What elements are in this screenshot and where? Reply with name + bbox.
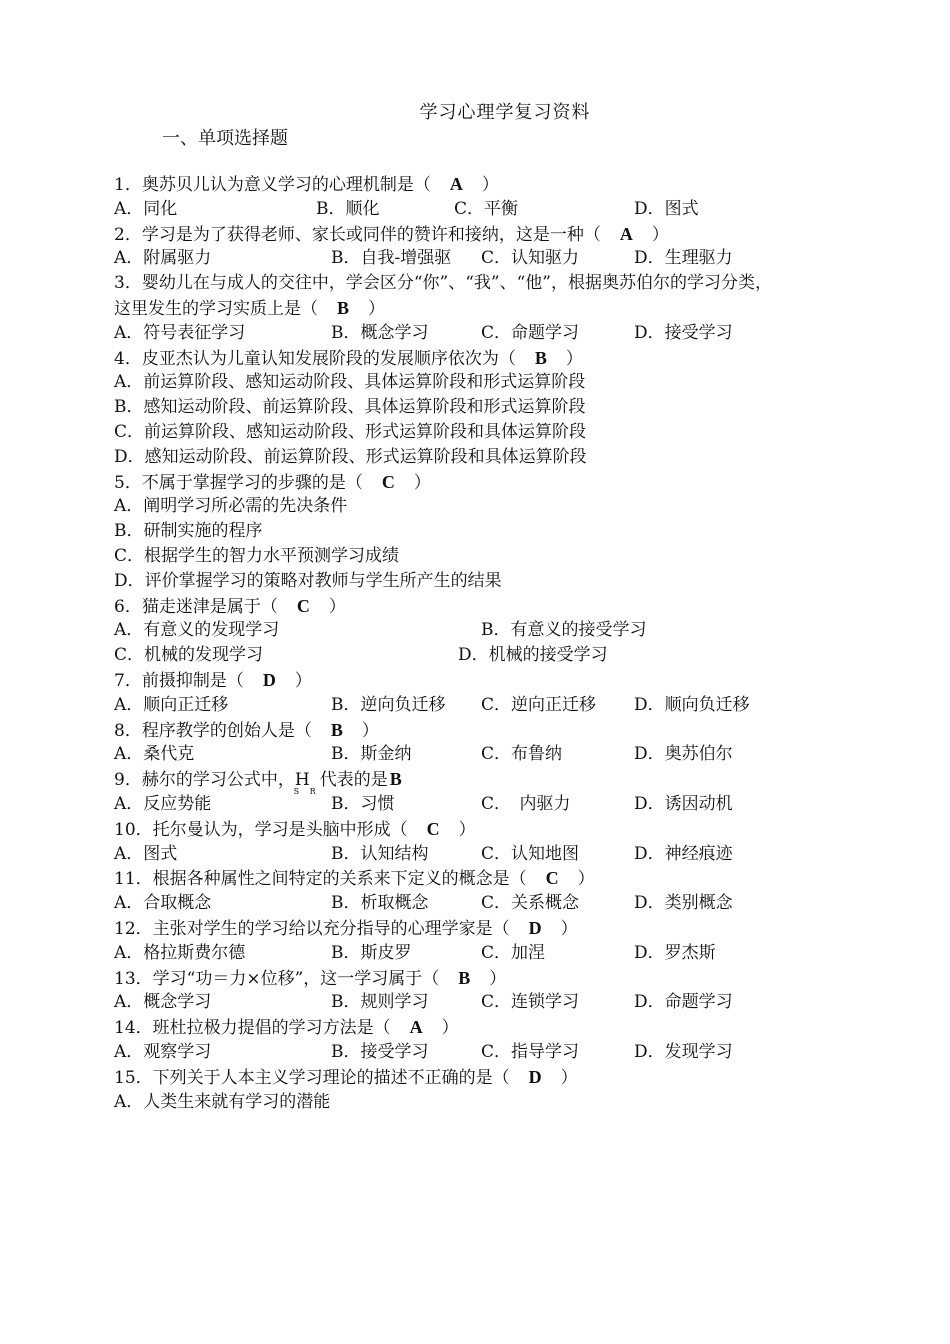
spacer	[527, 869, 544, 889]
spacer	[431, 175, 448, 195]
options-row	[114, 990, 934, 1015]
options-row	[114, 1040, 934, 1065]
section-heading: 一、单项选择题	[162, 128, 288, 149]
option: C．连锁学习	[481, 992, 580, 1013]
bracket-close: ）	[458, 819, 476, 840]
option: B．斯皮罗	[331, 942, 412, 963]
document-title: 学习心理学复习资料	[419, 102, 591, 123]
option: D．罗杰斯	[634, 942, 716, 963]
bracket-close: ）	[441, 1018, 459, 1039]
answer-key: A	[619, 223, 633, 244]
formula-symbol: H	[294, 770, 310, 791]
option: B．认知结构	[331, 843, 429, 864]
spacer	[408, 820, 425, 840]
option: A．附属驱力	[114, 248, 212, 269]
spacer	[391, 1018, 408, 1038]
option: B．有意义的接受学习	[481, 620, 647, 641]
bracket-close: ）	[560, 1067, 578, 1088]
spacer	[363, 473, 380, 493]
answer-key: D	[262, 670, 276, 690]
question-text: 15．下列关于人本主义学习理论的描述不正确的是（	[114, 1067, 510, 1088]
options-row	[114, 742, 934, 767]
question-text: 8．程序教学的创始人是（	[114, 720, 312, 741]
question-text: 12．主张对学生的学习给以充分指导的心理学家是（	[114, 919, 510, 939]
question-stem	[114, 594, 346, 619]
question-text: 3．婴幼儿在与成人的交往中，学会区分“你”、“我”、“他”，根据奥苏伯尔的学习分类，	[114, 273, 772, 294]
spacer	[345, 721, 362, 741]
question-text: 5．不属于掌握学习的步骤的是（	[114, 472, 363, 493]
question-stem	[114, 916, 578, 941]
option: C．根据学生的智力水平预测学习成绩	[114, 546, 400, 566]
bracket-close: ）	[413, 472, 431, 493]
bracket-close: ）	[294, 671, 312, 691]
option: C．布鲁纳	[481, 744, 563, 765]
option: B．自我-增强驱	[331, 248, 452, 269]
question-text: 1．奥苏贝儿认为意义学习的心理机制是（	[114, 175, 431, 195]
option: C．逆向正迁移	[481, 694, 597, 715]
bracket-close: ）	[489, 968, 507, 989]
option: A．概念学习	[114, 992, 212, 1013]
spacer	[601, 225, 618, 245]
answer-key: C	[296, 595, 310, 616]
question-stem	[114, 966, 506, 991]
option: A．同化	[114, 198, 178, 219]
option: D．神经痕迹	[634, 843, 733, 864]
option: A．反应势能	[114, 794, 212, 814]
question-text: 4．皮亚杰认为儿童认知发展阶段的发展顺序依次为（	[114, 348, 516, 369]
option: A．图式	[114, 843, 178, 864]
option: D．奥苏伯尔	[634, 744, 733, 765]
spacer	[312, 721, 329, 741]
answer-key: C	[381, 471, 395, 492]
options-row	[114, 321, 934, 346]
question-text: 这里发生的学习实质上是（	[114, 299, 318, 319]
question-text: 13．学习“功＝力×位移”，这一学习属于（	[114, 968, 440, 989]
question-text: 2．学习是为了获得老师、家长或同伴的赞许和接纳，这是一种（	[114, 224, 601, 245]
question-stem	[114, 172, 499, 197]
answer-key: B	[458, 967, 471, 988]
option: D．接受学习	[634, 322, 733, 343]
option: D．生理驱力	[634, 248, 733, 269]
spacer	[465, 175, 482, 195]
question-stem	[114, 668, 312, 693]
answer-key: C	[426, 818, 440, 839]
option: A．前运算阶段、感知运动阶段、具体运算阶段和形式运算阶段	[114, 372, 586, 393]
answer-key: B	[330, 719, 343, 740]
option: A．阐明学习所必需的先决条件	[114, 496, 348, 517]
option: C．认知驱力	[481, 248, 580, 269]
bracket-close: ）	[651, 224, 669, 245]
option: D．顺向负迁移	[634, 694, 750, 715]
spacer	[510, 919, 527, 939]
option: B．研制实施的程序	[114, 521, 263, 542]
question-stem	[114, 718, 379, 743]
option: B．逆向负迁移	[331, 694, 446, 715]
answer-key: D	[528, 918, 542, 938]
formula-subscript: S R	[293, 787, 320, 797]
option: A．桑代克	[114, 744, 195, 765]
option: B．概念学习	[331, 322, 429, 343]
spacer	[278, 671, 295, 691]
spacer	[312, 597, 329, 617]
spacer	[472, 969, 489, 989]
question-stem	[114, 346, 583, 371]
spacer	[561, 869, 578, 889]
question-stem	[114, 1015, 459, 1040]
bracket-close: ）	[481, 175, 499, 195]
options-row	[114, 941, 934, 966]
options-row	[114, 792, 934, 817]
option: D．感知运动阶段、前运算阶段、形式运算阶段和具体运算阶段	[114, 446, 587, 467]
answer-key: B	[534, 347, 547, 368]
spacer	[442, 820, 459, 840]
spacer	[544, 1068, 561, 1088]
bracket-close: ）	[361, 720, 379, 741]
option: B．析取概念	[331, 893, 429, 914]
option: A．人类生来就有学习的潜能	[114, 1091, 331, 1112]
options-row	[114, 643, 934, 668]
option: B．顺化	[316, 198, 380, 219]
option: C．指导学习	[481, 1042, 580, 1062]
spacer	[510, 1068, 527, 1088]
spacer	[439, 969, 456, 989]
answer-key: C	[545, 868, 559, 889]
option: D．命题学习	[634, 992, 733, 1013]
option: B．接受学习	[331, 1042, 429, 1062]
answer-key: D	[528, 1066, 542, 1087]
spacer	[635, 225, 652, 245]
option: C．关系概念	[481, 893, 580, 914]
bracket-close: ）	[565, 348, 583, 369]
bracket-close: ）	[577, 869, 595, 890]
option: C．前运算阶段、感知运动阶段、形式运算阶段和具体运算阶段	[114, 422, 587, 442]
options-row	[114, 197, 934, 222]
question-stem	[114, 767, 404, 797]
option: D．诱因动机	[634, 794, 733, 814]
option: B．感知运动阶段、前运算阶段、具体运算阶段和形式运算阶段	[114, 397, 586, 418]
spacer	[318, 299, 335, 319]
spacer	[278, 597, 295, 617]
question-stem	[114, 222, 669, 247]
option: D．类别概念	[634, 893, 733, 914]
options-row	[114, 842, 934, 867]
question-text: 7．前摄抑制是（	[114, 671, 244, 691]
option: C．认知地图	[481, 843, 580, 864]
option: D．图式	[634, 198, 699, 219]
spacer	[244, 671, 261, 691]
option: A．观察学习	[114, 1042, 212, 1062]
spacer	[516, 349, 533, 369]
question-text: 11．根据各种属性之间特定的关系来下定义的概念是（	[114, 869, 527, 890]
question-text: 6．猫走迷津是属于（	[114, 596, 278, 617]
option: A．格拉斯费尔德	[114, 942, 246, 963]
question-stem	[114, 470, 431, 495]
option: B．规则学习	[331, 992, 429, 1013]
spacer	[397, 473, 414, 493]
option: C． 内驱力	[481, 794, 571, 814]
option: C．机械的发现学习	[114, 645, 264, 666]
options-row	[114, 693, 934, 718]
question-stem-continued	[114, 296, 385, 321]
option: D．机械的接受学习	[458, 645, 608, 666]
question-stem	[114, 271, 772, 296]
option: A．合取概念	[114, 893, 212, 914]
option: D．评价掌握学习的策略对教师与学生所产生的结果	[114, 570, 502, 591]
question-text-tail: 代表的是	[319, 770, 388, 791]
question-stem	[114, 1065, 578, 1090]
option: A．顺向正迁移	[114, 694, 229, 715]
option: B．斯金纳	[331, 744, 412, 765]
answer-key: B	[337, 298, 350, 318]
question-text: 14．班杜拉极力提倡的学习方法是（	[114, 1018, 391, 1039]
question-text: 10．托尔曼认为，学习是头脑中形成（	[114, 819, 408, 840]
option: D．发现学习	[634, 1042, 733, 1062]
option: A．有意义的发现学习	[114, 620, 280, 641]
options-row	[114, 891, 934, 916]
option: B．习惯	[331, 794, 395, 814]
options-row	[114, 618, 934, 643]
question-text: 9．赫尔的学习公式中，	[114, 770, 295, 791]
option: A．符号表征学习	[114, 322, 246, 343]
option: C．加涅	[481, 942, 546, 963]
question-stem	[114, 817, 476, 842]
options-row	[114, 246, 934, 271]
spacer	[544, 919, 561, 939]
bracket-close: ）	[328, 596, 346, 617]
answer-key: A	[449, 174, 463, 194]
bracket-close: ）	[560, 919, 578, 939]
spacer	[549, 349, 566, 369]
option: C．平衡	[454, 198, 519, 219]
spacer	[425, 1018, 442, 1038]
spacer	[351, 299, 368, 319]
option: C．命题学习	[481, 322, 580, 343]
answer-key: B	[389, 769, 402, 790]
bracket-close: ）	[368, 299, 386, 319]
answer-key: A	[409, 1017, 423, 1038]
question-stem	[114, 866, 595, 891]
